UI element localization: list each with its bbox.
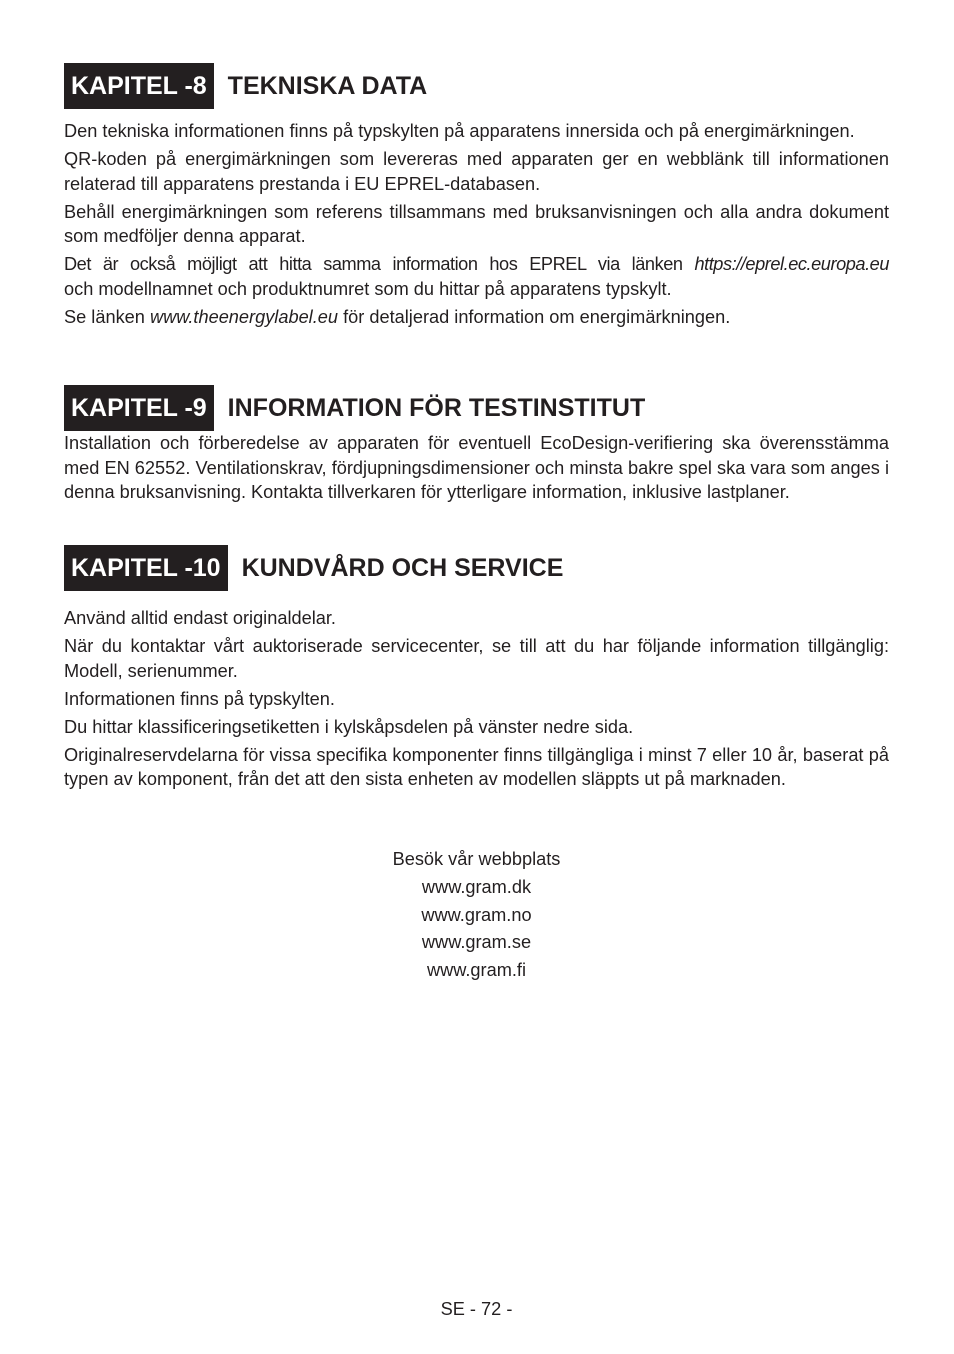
energylabel-text-post: för detaljerad information om energimärkningen. [338,306,731,327]
eprel-text: Det är också möjligt att hitta samma information hos EPREL via länken [64,254,695,274]
chapter-8-title: TEKNISKA DATA [227,71,428,100]
website-link-no[interactable]: www.gram.no [421,904,532,925]
website-link-dk[interactable]: www.gram.dk [421,876,532,897]
chapter-10-paragraph-4: Du hittar klassificeringsetiketten i kylskåpsdelen på vänster nedre sida. [64,716,634,737]
chapter-8-paragraph-1: Den tekniska informationen finns på typskylten på apparatens innersida och på energimärkningen. [64,121,855,141]
chapter-9-title: INFORMATION FÖR TESTINSTITUT [227,393,646,422]
page-number: SE - 72 - [440,1299,513,1319]
chapter-9-paragraph-1: Installation och förberedelse av apparaten för eventuell EcoDesign-verifiering ska överensstämma med EN 62552. Ventilationskrav, fördjupningsdimensioner och minsta bakre spel ska vara som anges i denna bruksanvisning. Kontakta tillverkaren för ytterligare information, inklusive lastplaner. [64,433,889,502]
chapter-8-paragraph-4-line-1 [64,252,889,277]
website-link-se[interactable]: www.gram.se [421,932,532,953]
chapter-8-section [64,63,889,333]
chapter-8-paragraph-3: Behåll energimärkningen som referens tillsammans med bruksanvisningen och alla andra dokument som medföljer denna apparat. [64,201,889,246]
chapter-10-title: KUNDVÅRD OCH SERVICE [241,553,564,582]
chapter-10-section [64,545,889,795]
chapter-10-badge: KAPITEL -10 [64,545,228,591]
chapter-8-paragraph-5 [64,305,889,330]
chapter-10-paragraph-2: När du kontaktar vårt auktoriserade servicecenter, se till att du har följande information tillgänglig: Modell, serienummer. [64,636,889,681]
energylabel-link[interactable]: www.theenergylabel.eu [149,306,339,327]
energylabel-text-pre: Se länken [64,306,150,327]
chapter-10-paragraph-5: Originalreservdelarna för vissa specifika komponenter finns tillgängliga i minst 7 eller 10 år, baserat på typen av komponent, från det att den sista enheten av modellen släppts ut på marknaden. [64,744,889,789]
chapter-8-paragraph-4 [64,252,889,301]
chapter-10-paragraph-1: Använd alltid endast originaldelar. [64,608,336,628]
chapter-9-heading [64,385,889,431]
chapter-10-paragraph-3: Informationen finns på typskylten. [64,688,335,709]
chapter-8-badge: KAPITEL -8 [64,63,214,109]
chapter-9-badge: KAPITEL -9 [64,385,214,431]
eprel-link[interactable]: https://eprel.ec.europa.eu [694,254,889,274]
chapter-8-paragraph-2: QR-koden på energimärkningen som levereras med apparaten ger en webblänk till informationen relaterad till apparatens prestanda i EU EPREL-databasen. [64,149,889,194]
website-list [64,846,889,985]
website-link-fi[interactable]: www.gram.fi [426,960,527,981]
chapter-8-paragraph-4-line-2: och modellnamnet och produktnumret som du hittar på apparatens typskylt. [64,278,672,299]
website-intro: Besök vår webbplats [392,849,561,869]
chapter-10-heading [64,545,889,591]
chapter-9-section [64,385,889,508]
chapter-8-heading [64,63,889,109]
